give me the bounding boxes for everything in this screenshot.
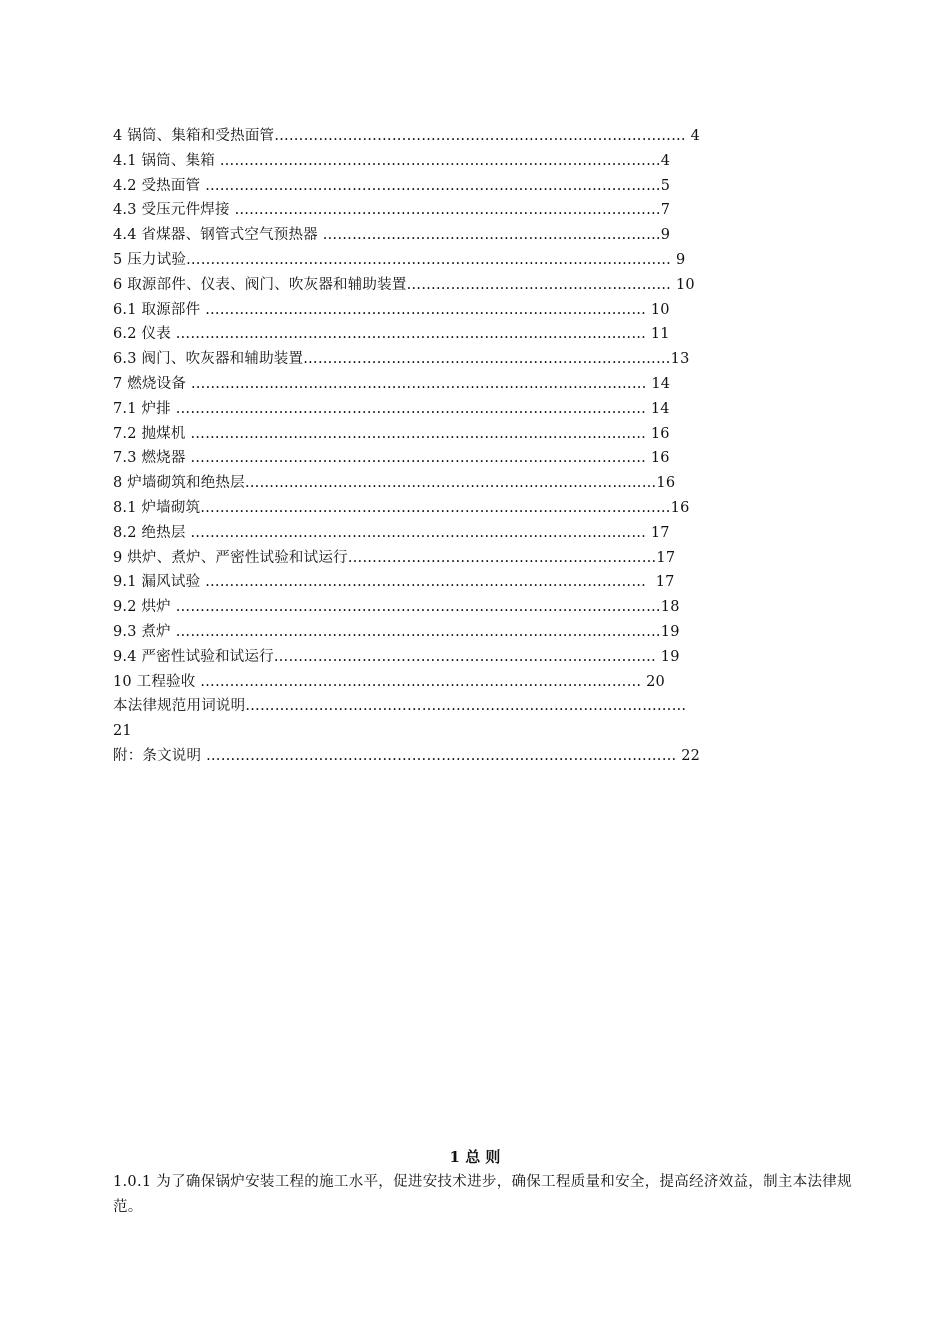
toc-entry-8[interactable]: 8 炉墙砌筑和绝热层…………………………………………………………………………16 [113,475,676,492]
toc-entry-6-3[interactable]: 6.3 阀门、吹灰器和辅助装置…………………………………………………………………13 [113,351,690,368]
toc-entry-7-3[interactable]: 7.3 燃烧器 ………………………………………………………………………………… 16 [113,450,670,467]
toc-entry-terminology-page: 21 [113,723,132,740]
toc-entry-8-2[interactable]: 8.2 绝热层 ………………………………………………………………………………… 17 [113,524,670,541]
toc-entry-appendix[interactable]: 附：条文说明 …………………………………………………………………………………… 22 [113,747,701,764]
section-paragraph: 1.0.1 为了确保锅炉安装工程的施工水平，促进安技术进步，确保工程质量和安全，提高经济效益，制主本法律规范。 [113,1174,852,1215]
toc-entry-4[interactable]: 4 锅筒、集箱和受热面管………………………………………………………………………… 4 [113,128,701,144]
toc-entry-6-2[interactable]: 6.2 仪表 …………………………………………………………………………………… 11 [113,326,670,343]
toc-entry-9[interactable]: 9 烘炉、煮炉、严密性试验和试运行………………………………………………………17 [113,549,676,566]
toc-entry-7-1[interactable]: 7.1 炉排 …………………………………………………………………………………… 14 [113,400,670,417]
toc-entry-4-2[interactable]: 4.2 受热面管 …………………………………………………………………………………5 [113,177,671,194]
toc-entry-5[interactable]: 5 压力试验……………………………………………………………………………………… 9 [113,251,686,268]
toc-entry-terminology[interactable]: 本法律规范用词说明……………………………………………………………………………… [113,698,687,715]
section-heading: 1 总 则 [449,1148,501,1166]
toc-entry-4-4[interactable]: 4.4 省煤器、钢管式空气预热器 ……………………………………………………………9 [113,227,671,244]
toc-entry-8-1[interactable]: 8.1 炉墙砌筑……………………………………………………………………………………16 [113,499,690,516]
toc-entry-7-2[interactable]: 7.2 抛煤机 ………………………………………………………………………………… 16 [113,425,670,442]
toc-entry-9-1[interactable]: 9.1 漏风试验 ……………………………………………………………………………… 17 [113,574,675,591]
toc-entry-7[interactable]: 7 燃烧设备 ………………………………………………………………………………… 14 [113,375,671,392]
toc-entry-4-3[interactable]: 4.3 受压元件焊接 ……………………………………………………………………………7 [113,202,671,219]
toc-entry-9-4[interactable]: 9.4 严密性试验和试运行…………………………………………………………………… 19 [113,648,680,665]
toc-entry-4-1[interactable]: 4.1 锅筒、集箱 ………………………………………………………………………………4 [113,152,671,169]
table-of-contents [113,124,838,769]
toc-entry-10[interactable]: 10 工程验收 ……………………………………………………………………………… 20 [113,673,665,690]
toc-entry-6[interactable]: 6 取源部件、仪表、阀门、吹灰器和辅助装置……………………………………………… 10 [113,276,695,293]
toc-entry-9-2[interactable]: 9.2 烘炉 ………………………………………………………………………………………18 [113,599,680,616]
toc-entry-6-1[interactable]: 6.1 取源部件 ……………………………………………………………………………… 10 [113,301,670,318]
toc-entry-9-3[interactable]: 9.3 煮炉 ………………………………………………………………………………………19 [113,623,680,640]
